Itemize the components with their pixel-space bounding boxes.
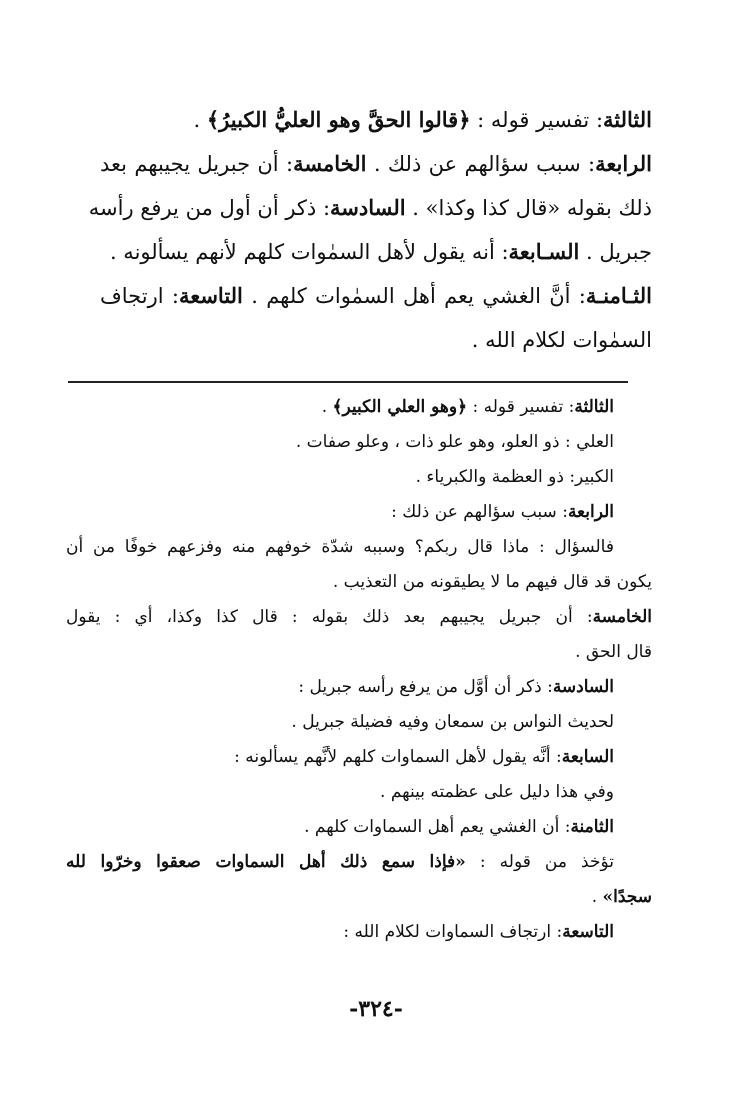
label-eighth: الثـامنـة xyxy=(585,283,652,308)
note-label-fifth: الخامسة xyxy=(592,607,653,627)
main-line-6 xyxy=(100,318,652,362)
main-line-2-text2: : أن جبريل يجيبهم بعد xyxy=(100,152,294,176)
note-label-ninth: التاسعة xyxy=(562,922,614,942)
note-line-5: فالسؤال : ماذا قال ربكم؟ وسببه شدّة خوفهم منه وفزعهم خوفًا من أن xyxy=(66,537,614,557)
note-line-11 xyxy=(66,740,652,775)
main-line-5-text2: : ارتجاف xyxy=(100,284,179,308)
label-third: الثالثة xyxy=(603,107,652,132)
main-line-4 xyxy=(100,230,652,274)
quran-quote: ﴿قالوا الحقَّ وهو العليُّ الكبيرُ﴾ xyxy=(206,107,471,132)
label-fourth: الرابعة xyxy=(595,151,652,176)
label-sixth: السادسة xyxy=(330,195,406,220)
label-fifth: الخامسة xyxy=(293,151,367,176)
note-line-6: يكون قد قال فيهم ما لا يطيقونه من التعذيب . xyxy=(332,572,652,592)
main-line-3-text2: : ذكر أن أول من يرفع رأسه xyxy=(88,196,331,220)
note-line-1-text: : تفسير قوله : xyxy=(467,397,575,417)
note-line-13-text: : أن الغشي يعم أهل السماوات كلهم . xyxy=(304,817,571,837)
main-line-3-text: ذلك بقوله «قال كذا وكذا» . xyxy=(405,196,652,220)
note-line-7 xyxy=(66,600,652,635)
note-line-14 xyxy=(66,845,652,880)
footnote-divider xyxy=(68,381,628,383)
note-line-15-end: . xyxy=(591,887,603,907)
note-line-16 xyxy=(66,915,652,950)
note-quran-quote: ﴿وهو العلي الكبير﴾ xyxy=(332,397,468,417)
note-line-4-text: : سبب سؤالهم عن ذلك : xyxy=(391,502,568,522)
page-number: -٣٢٤- xyxy=(349,996,403,1022)
commentary-block xyxy=(66,390,652,950)
note-label-seventh: السابعة xyxy=(561,747,614,767)
note-line-15 xyxy=(66,880,652,915)
main-line-3 xyxy=(88,186,652,230)
main-line-1 xyxy=(100,98,652,142)
main-line-1-end: . xyxy=(193,108,207,132)
note-line-8: قال الحق . xyxy=(575,642,652,662)
note-line-13 xyxy=(66,810,652,845)
note-line-4 xyxy=(66,495,652,530)
main-line-4-text: جبريل . xyxy=(579,240,652,264)
label-seventh: السـابعة xyxy=(508,239,580,264)
note-line-10: لحديث النواس بن سمعان وفيه فضيلة جبريل . xyxy=(291,712,614,732)
note-line-7-text: : أن جبريل يجيبهم بعد ذلك بقوله : قال كذا وكذا، أي : يقول xyxy=(66,607,593,627)
main-line-5 xyxy=(100,274,652,318)
note-hadith-quote-end: سجدًا» xyxy=(602,887,652,907)
note-hadith-quote: «فإذا سمع ذلك أهل السماوات صعقوا وخرّوا لله xyxy=(66,852,466,872)
note-line-16-text: : ارتجاف السماوات لكلام الله : xyxy=(343,922,563,942)
main-line-6-text: السمٰوات لكلام الله . xyxy=(471,328,652,352)
note-line-3: الكبير: ذو العظمة والكبرياء . xyxy=(415,467,614,487)
note-line-11-text: : أنَّه يقول لأهل السماوات كلهم لأنَّهم يسألونه : xyxy=(234,747,562,767)
main-line-2 xyxy=(100,142,652,186)
main-line-2-text: : سبب سؤالهم عن ذلك . xyxy=(366,152,596,176)
note-label-sixth: السادسة xyxy=(552,677,614,697)
note-line-9-text: : ذكر أن أوَّل من يرفع رأسه جبريل : xyxy=(298,677,553,697)
note-label-fourth: الرابعة xyxy=(567,502,614,522)
main-line-1-text: : تفسير قوله : xyxy=(470,108,604,132)
main-line-5-text: : أنَّ الغشي يعم أهل السمٰوات كلهم . xyxy=(242,284,586,308)
note-line-2: العلي : ذو العلو، وهو علو ذات ، وعلو صفات . xyxy=(295,432,614,452)
note-line-1-end: . xyxy=(321,397,333,417)
main-text-block xyxy=(88,98,652,362)
note-line-9 xyxy=(66,670,652,705)
main-line-4-text2: : أنه يقول لأهل السمٰوات كلهم لأنهم يسألونه . xyxy=(109,240,509,264)
note-label-eighth: الثامنة xyxy=(570,817,614,837)
note-line-1 xyxy=(66,390,652,425)
note-label-third: الثالثة xyxy=(574,397,614,417)
label-ninth: التاسعة xyxy=(178,283,243,308)
note-line-12: وفي هذا دليل على عظمته بينهم . xyxy=(380,782,614,802)
note-line-14-text: تؤخذ من قوله : xyxy=(465,852,614,872)
